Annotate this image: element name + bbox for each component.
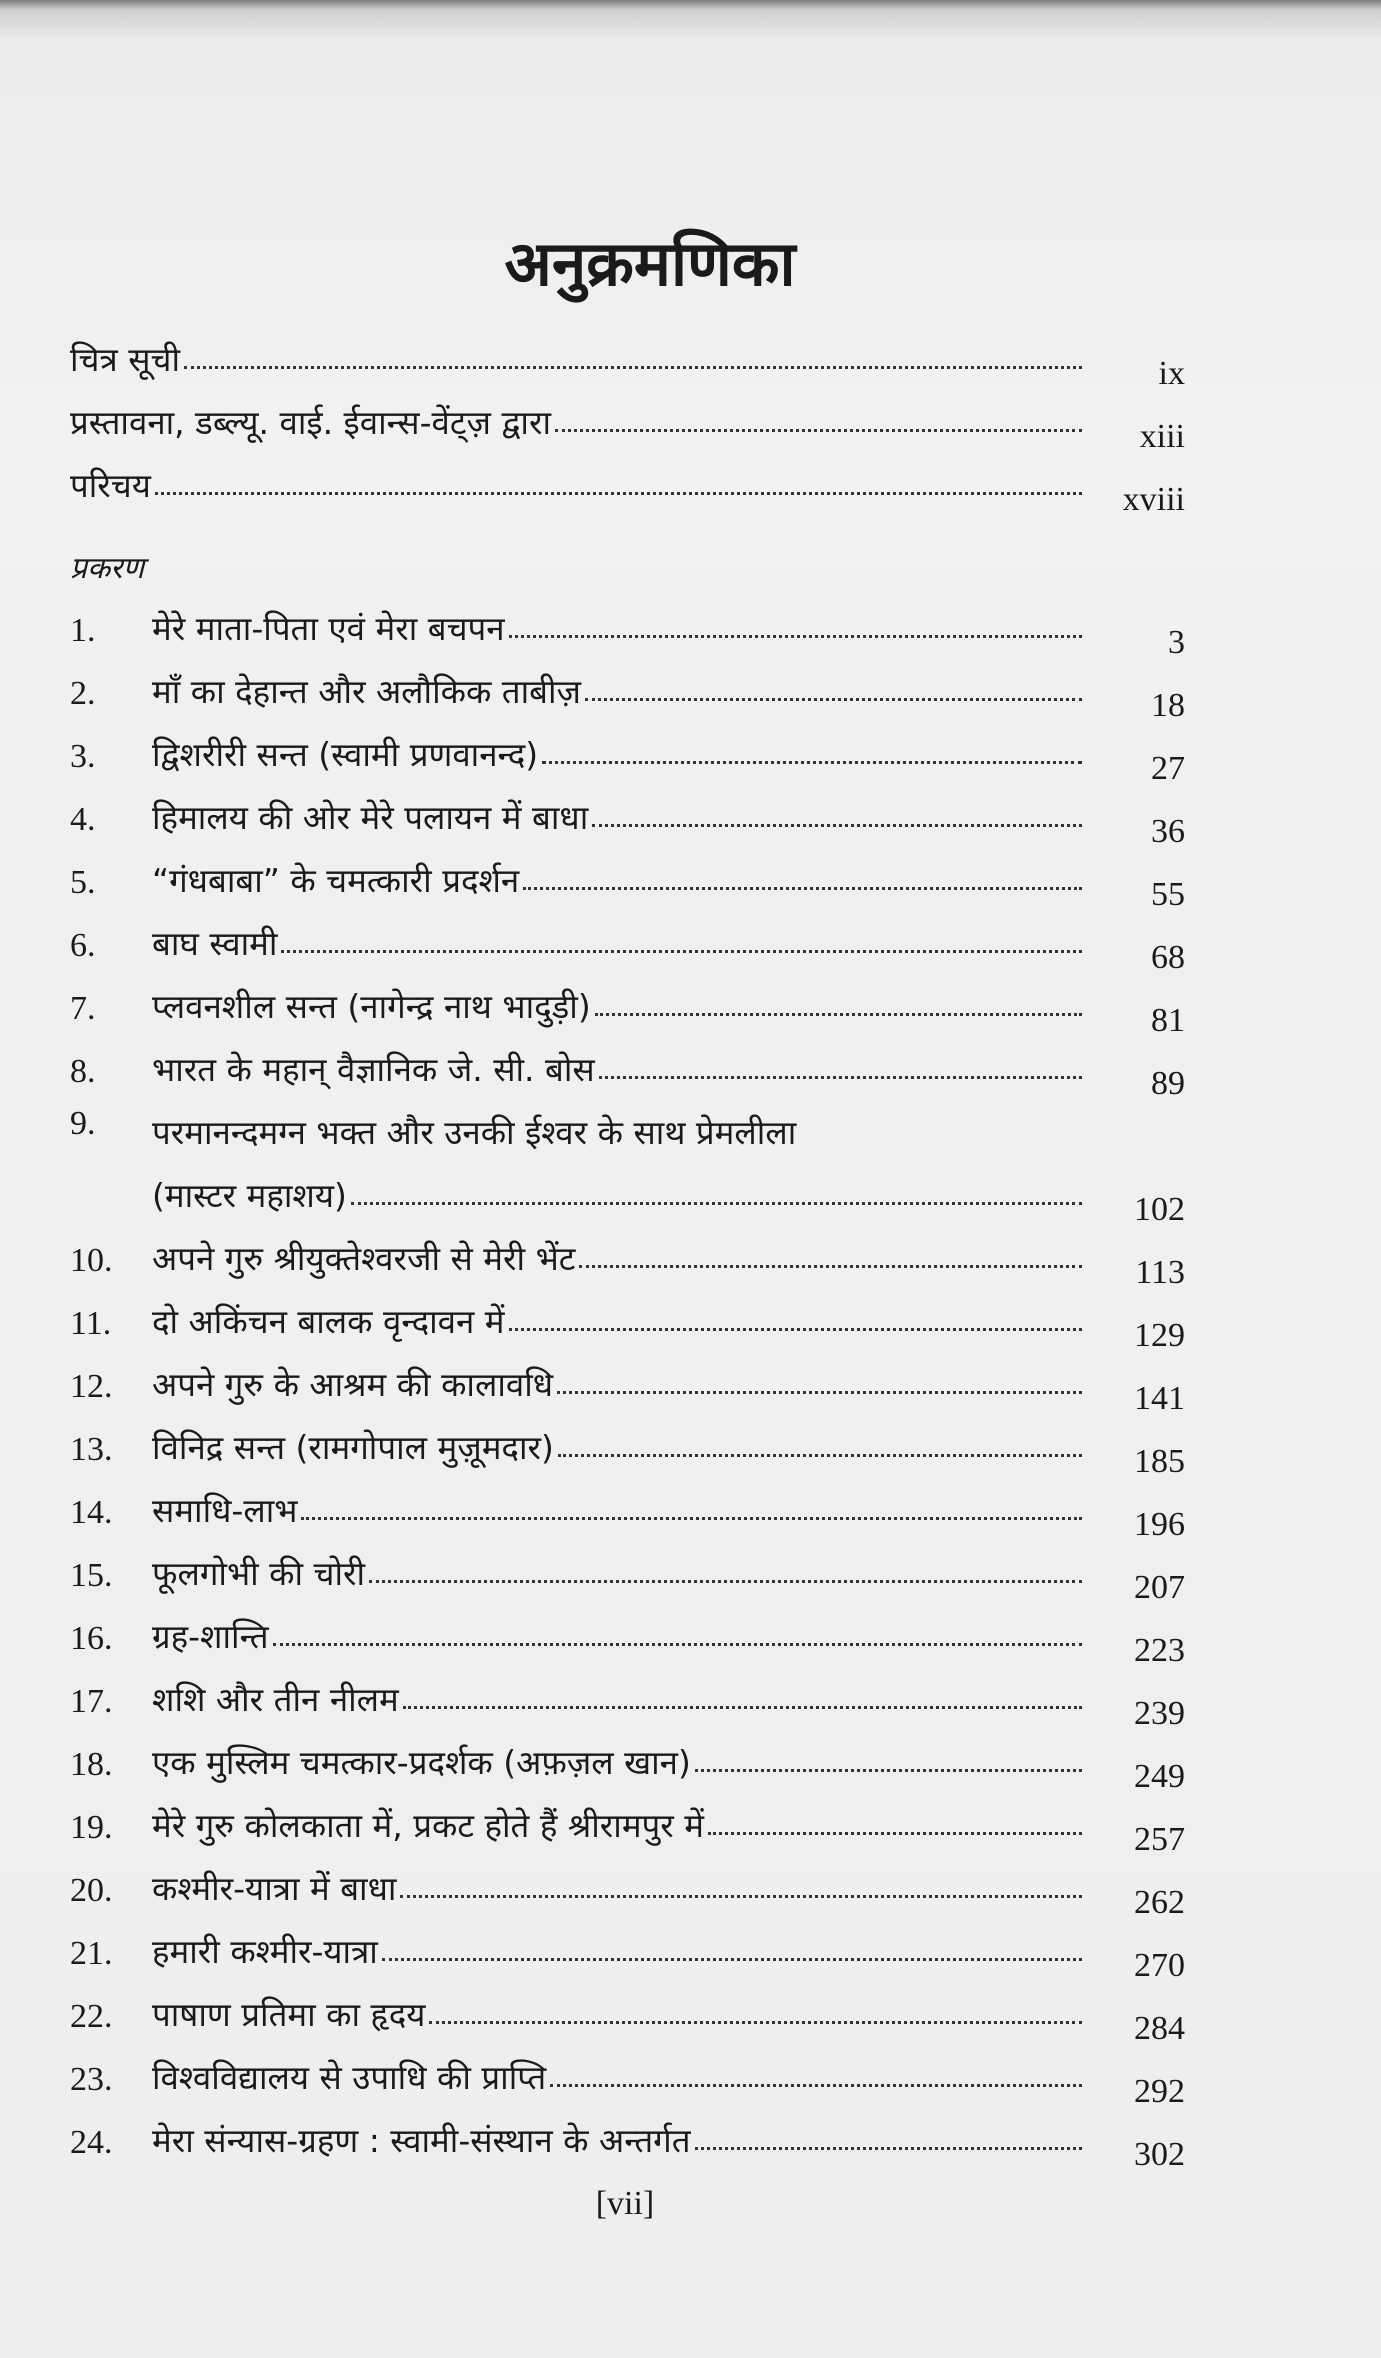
chapter-number: 13. — [70, 1431, 113, 1468]
chapter-number: 5. — [70, 864, 96, 901]
entry-title: प्लवनशील सन्त (नागेन्द्र नाथ भादुड़ी) — [152, 987, 591, 1026]
toc-entry[interactable] — [70, 902, 1185, 976]
toc-entry[interactable] — [70, 1847, 1185, 1921]
entry-title: द्विशरीरी सन्त (स्वामी प्रणवानन्द) — [152, 735, 539, 774]
dot-leader — [579, 1265, 1082, 1268]
dot-leader — [550, 2084, 1082, 2087]
toc-entry[interactable] — [70, 1784, 1185, 1858]
entry-title-line2-row — [152, 1154, 1090, 1217]
toc-entry[interactable] — [70, 1028, 1185, 1102]
chapter-number: 2. — [70, 675, 96, 712]
entry-title-line2: (मास्टर महाशय) — [152, 1176, 347, 1215]
chapter-number: 7. — [70, 990, 96, 1027]
chapter-number: 21. — [70, 1935, 113, 1972]
entry-title: एक मुस्लिम चमत्कार-प्रदर्शक (अफ़ज़ल खान) — [152, 1743, 691, 1782]
entry-page: 185 — [1134, 1443, 1185, 1480]
toc-entry[interactable] — [70, 1469, 1185, 1543]
dot-leader — [429, 2021, 1082, 2024]
entry-page: 262 — [1134, 1884, 1185, 1921]
page-number-footer: [vii] — [595, 2185, 655, 2222]
entry-page: 223 — [1134, 1632, 1185, 1669]
entry-title: ग्रह-शान्ति — [152, 1617, 269, 1656]
chapter-number: 19. — [70, 1809, 113, 1846]
entry-page: 55 — [1151, 876, 1185, 913]
dot-leader — [351, 1202, 1082, 1205]
chapter-number: 4. — [70, 801, 96, 838]
entry-title: हिमालय की ओर मेरे पलायन में बाधा — [152, 798, 589, 837]
entry-page: 3 — [1168, 624, 1185, 661]
entry-page: 196 — [1134, 1506, 1185, 1543]
entry-page: xiii — [1139, 418, 1185, 455]
toc-entry[interactable] — [70, 2036, 1185, 2110]
toc-entry[interactable] — [70, 965, 1185, 1039]
entry-page: 81 — [1151, 1002, 1185, 1039]
chapter-number: 6. — [70, 927, 96, 964]
entry-title: पाषाण प्रतिमा का हृदय — [152, 1995, 426, 2034]
dot-leader — [695, 1769, 1082, 1772]
dot-leader — [695, 2147, 1082, 2150]
dot-leader — [400, 1895, 1082, 1898]
entry-title: शशि और तीन नीलम — [152, 1680, 399, 1719]
entry-title: प्रस्तावना, डब्ल्यू. वाई. ईवान्स-वेंट्ज़ द्वारा — [70, 403, 552, 442]
entry-title: चित्र सूची — [70, 340, 181, 379]
entry-page: 292 — [1134, 2073, 1185, 2110]
dot-leader — [708, 1832, 1082, 1835]
dot-leader — [382, 1958, 1082, 1961]
entry-page: 129 — [1134, 1317, 1185, 1354]
entry-title: माँ का देहान्त और अलौकिक ताबीज़ — [152, 672, 582, 711]
entry-page: 113 — [1135, 1254, 1185, 1291]
dot-leader — [273, 1643, 1082, 1646]
entry-title: अपने गुरु के आश्रम की कालावधि — [152, 1365, 554, 1404]
toc-entry[interactable] — [70, 1658, 1185, 1732]
toc-entry[interactable] — [70, 381, 1185, 455]
entry-title: समाधि-लाभ — [152, 1491, 298, 1530]
dot-leader — [403, 1706, 1082, 1709]
toc-entry[interactable] — [70, 1721, 1185, 1795]
toc-entry[interactable] — [70, 318, 1185, 392]
chapter-number: 9. — [70, 1105, 96, 1142]
entry-page: 102 — [1134, 1191, 1185, 1228]
chapter-number: 22. — [70, 1998, 113, 2035]
dot-leader — [557, 1391, 1082, 1394]
entry-page: 270 — [1134, 1947, 1185, 1984]
toc-entry[interactable] — [70, 650, 1185, 724]
chapter-number: 1. — [70, 612, 96, 649]
chapter-number: 14. — [70, 1494, 113, 1531]
section-heading: प्रकरण — [70, 551, 145, 586]
table-of-contents — [70, 318, 1185, 2173]
toc-entry[interactable] — [70, 444, 1185, 518]
entry-title: बाघ स्वामी — [152, 924, 278, 963]
entry-title: विनिद्र सन्त (रामगोपाल मुज़ूमदार) — [152, 1428, 554, 1467]
dot-leader — [599, 1076, 1082, 1079]
chapter-number: 24. — [70, 2124, 113, 2161]
entry-title: मेरे गुरु कोलकाता में, प्रकट होते हैं श्रीरामपुर में — [152, 1806, 705, 1845]
entry-page: ix — [1158, 355, 1185, 392]
dot-leader — [509, 635, 1082, 638]
dot-leader — [558, 1454, 1082, 1457]
chapter-number: 16. — [70, 1620, 113, 1657]
entry-page: 68 — [1151, 939, 1185, 976]
toc-entry[interactable] — [70, 1217, 1185, 1291]
toc-entry[interactable] — [70, 1091, 1185, 1228]
entry-page: 284 — [1134, 2010, 1185, 2047]
chapter-number: 17. — [70, 1683, 113, 1720]
entry-title: परिचय — [70, 466, 151, 505]
dot-leader — [523, 887, 1082, 890]
toc-entry[interactable] — [70, 1973, 1185, 2047]
entry-page: 18 — [1151, 687, 1185, 724]
chapter-number: 8. — [70, 1053, 96, 1090]
entry-page: 249 — [1134, 1758, 1185, 1795]
chapter-number: 3. — [70, 738, 96, 775]
dot-leader — [592, 824, 1082, 827]
chapter-number: 10. — [70, 1242, 113, 1279]
chapter-number: 23. — [70, 2061, 113, 2098]
entry-title: फूलगोभी की चोरी — [152, 1554, 366, 1593]
chapter-number: 20. — [70, 1872, 113, 1909]
entry-title: मेरे माता-पिता एवं मेरा बचपन — [152, 609, 505, 648]
entry-page: 141 — [1134, 1380, 1185, 1417]
entry-title: भारत के महान् वैज्ञानिक जे. सी. बोस — [152, 1050, 595, 1089]
entry-title: “गंधबाबा” के चमत्कारी प्रदर्शन — [152, 861, 520, 900]
toc-entry[interactable] — [70, 776, 1185, 850]
entry-page: 302 — [1134, 2136, 1185, 2173]
toc-entry[interactable] — [70, 1343, 1185, 1417]
entry-title: विश्वविद्यालय से उपाधि की प्राप्ति — [152, 2058, 547, 2097]
toc-entry[interactable] — [70, 2099, 1185, 2173]
dot-leader — [542, 761, 1082, 764]
entry-title: हमारी कश्मीर-यात्रा — [152, 1932, 378, 1971]
dot-leader — [509, 1328, 1082, 1331]
entry-title: परमानन्दमग्न भक्त और उनकी ईश्वर के साथ प्रेमलीला — [152, 1113, 797, 1152]
page-title: अनुक्रमणिका — [504, 227, 796, 300]
chapter-number: 12. — [70, 1368, 113, 1405]
dot-leader — [184, 366, 1082, 369]
entry-title: कश्मीर-यात्रा में बाधा — [152, 1869, 397, 1908]
entry-page: 239 — [1134, 1695, 1185, 1732]
entry-page: xviii — [1122, 481, 1185, 518]
entry-page: 27 — [1151, 750, 1185, 787]
entry-page: 89 — [1151, 1065, 1185, 1102]
dot-leader — [585, 698, 1082, 701]
dot-leader — [155, 492, 1082, 495]
toc-entry[interactable] — [70, 1406, 1185, 1480]
entry-title-wrap — [152, 1091, 1090, 1217]
dot-leader — [555, 429, 1082, 432]
entry-title: मेरा संन्यास-ग्रहण : स्वामी-संस्थान के अन्तर्गत — [152, 2121, 691, 2160]
dot-leader — [595, 1013, 1082, 1016]
chapter-number: 15. — [70, 1557, 113, 1594]
chapter-number: 18. — [70, 1746, 113, 1783]
chapter-number: 11. — [70, 1305, 112, 1342]
entry-page: 207 — [1134, 1569, 1185, 1606]
entry-title: अपने गुरु श्रीयुक्तेश्वरजी से मेरी भेंट — [152, 1239, 576, 1278]
toc-entry[interactable] — [70, 839, 1185, 913]
entry-page: 36 — [1151, 813, 1185, 850]
toc-entry[interactable] — [70, 713, 1185, 787]
dot-leader — [301, 1517, 1082, 1520]
toc-entry[interactable] — [70, 1280, 1185, 1354]
toc-entry[interactable] — [70, 1595, 1185, 1669]
toc-entry[interactable] — [70, 1532, 1185, 1606]
entry-title: दो अकिंचन बालक वृन्दावन में — [152, 1302, 505, 1341]
toc-entry[interactable] — [70, 1910, 1185, 1984]
toc-entry[interactable] — [70, 587, 1185, 661]
dot-leader — [369, 1580, 1082, 1583]
entry-page: 257 — [1134, 1821, 1185, 1858]
dot-leader — [281, 950, 1082, 953]
